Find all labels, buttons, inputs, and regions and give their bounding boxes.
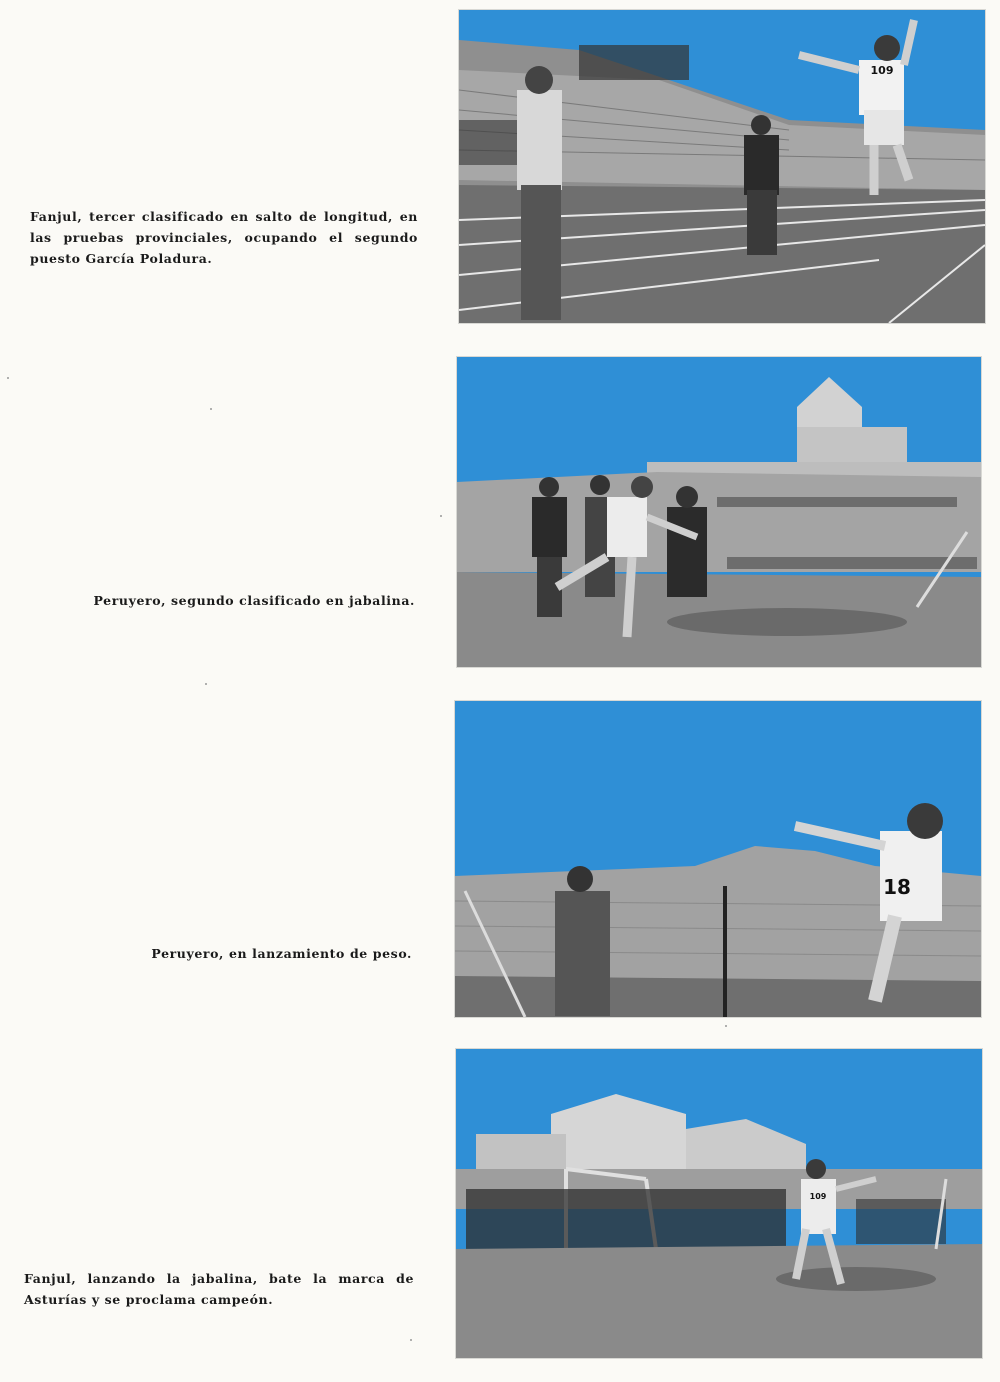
paper-speck (440, 515, 442, 517)
photo-shot-put (455, 701, 981, 1017)
paper-speck (210, 408, 212, 410)
photo-javelin-second (457, 357, 981, 667)
paper-speck (725, 1025, 727, 1027)
caption-javelin-second: Peruyero, segundo clasificado en jabalina. (93, 593, 415, 608)
photo-long-jump-bib: 109 (870, 64, 894, 77)
caption-long-jump: Fanjul, tercer clasificado en salto de longitud, en las pruebas provinciales, ocupando el segundo puesto García Poladura. (30, 209, 418, 266)
paper-speck (410, 1339, 412, 1341)
photo-long-jump (459, 10, 985, 323)
photo-javelin-champion (456, 1049, 982, 1358)
caption-javelin-champion: Fanjul, lanzando la jabalina, bate la marca de Asturías y se proclama campeón. (24, 1271, 414, 1307)
photo-javelin-champion-bib: 109 (809, 1192, 827, 1201)
caption-shot-put: Peruyero, en lanzamiento de peso. (151, 946, 412, 961)
paper-speck (7, 377, 9, 379)
paper-speck (205, 683, 207, 685)
photo-shot-put-bib: 18 (883, 875, 911, 899)
